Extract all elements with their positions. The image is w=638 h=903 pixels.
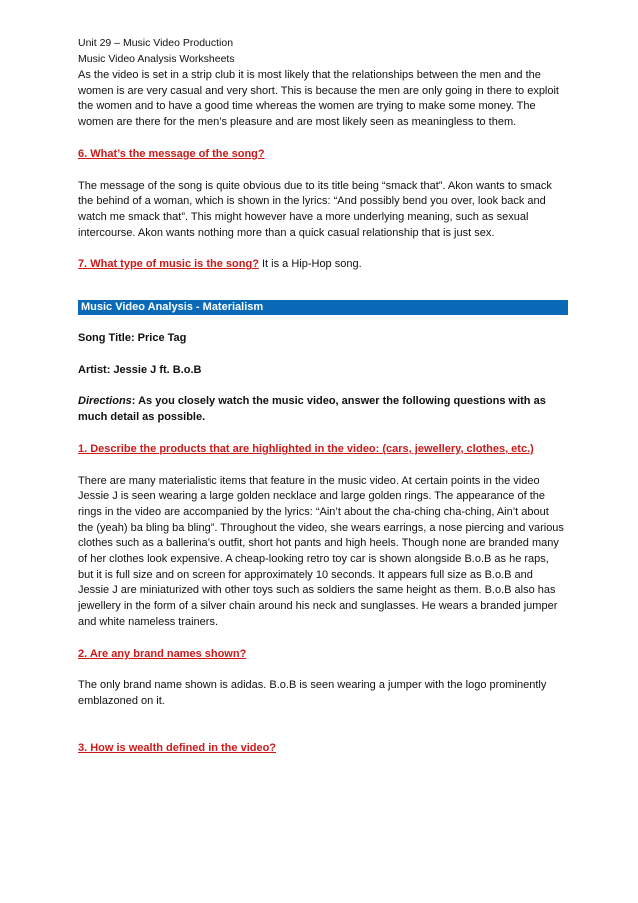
header-subtitle: Music Video Analysis Worksheets bbox=[78, 52, 235, 65]
question-3: 3. How is wealth defined in the video? bbox=[78, 741, 277, 754]
answer-7: It is a Hip-Hop song. bbox=[261, 258, 362, 271]
answer-1: There are many materialistic items that feature in the music video. At certain points in the video Jessie J is seen wearing a large golden necklace and large golden rings. The appearance of the rings in the video are accompanied by the lyrics: “Ain’t about the cha-ching cha-ching, Ain’t about the (yeah) ba bling ba bling”. Throughout the video, she wears earrings, a nose piercing and various clothes such as a ballerina’s outfit, short hot pants and high heels. Though none are branded many of her clothes look expensive. A cheap-looking retro toy car is shown alongside B.o.B as he raps, but it is full size and on screen for approximately 10 seconds. It appears full size as B.o.B and Jessie J are miniaturized with other toys such as soldiers the same height as them. B.o.B also has jewellery in the form of a silver chain around his neck and sunglasses. He wears a branded jumper and white nameless trainers. bbox=[78, 474, 564, 628]
section-banner: Music Video Analysis - Materialism bbox=[78, 300, 568, 315]
answer-6: The message of the song is quite obvious due to its title being “smack that”. Akon wants to smack the behind of a woman, which is shown in the lyrics: “And possibly bend you over, look back and watch me smack that”. This might however have a more underlying meaning, such as sexual intercourse. Akon wants nothing more than a quick casual relationship that is just sex. bbox=[78, 179, 552, 239]
directions bbox=[78, 394, 566, 425]
artist: Artist: Jessie J ft. B.o.B bbox=[78, 363, 202, 376]
song-title: Song Title: Price Tag bbox=[78, 332, 187, 345]
directions-text: : As you closely watch the music video, answer the following questions with as much detail as possible. bbox=[78, 395, 546, 424]
header-unit: Unit 29 – Music Video Production bbox=[78, 37, 234, 49]
answer-2: The only brand name shown is adidas. B.o.B is seen wearing a jumper with the logo prominently emblazoned on it. bbox=[78, 679, 547, 707]
document-page bbox=[78, 36, 566, 756]
directions-label: Directions bbox=[78, 395, 132, 408]
question-7-line bbox=[78, 257, 566, 273]
question-7: 7. What type of music is the song? bbox=[78, 258, 259, 271]
intro-paragraph: As the video is set in a strip club it is most likely that the relationships between the men and the women is are very casual and very short. This is because the men are only going in there to exploit the women and to have a good time whereas the women are trying to make some money. The women are there for the men’s pleasure and are most likely seen as meaningless to them. bbox=[78, 69, 559, 129]
question-6: 6. What’s the message of the song? bbox=[78, 147, 265, 160]
question-2: 2. Are any brand names shown? bbox=[78, 647, 247, 660]
question-1: 1. Describe the products that are highlighted in the video: (cars, jewellery, clothes, etc.) bbox=[78, 442, 534, 455]
